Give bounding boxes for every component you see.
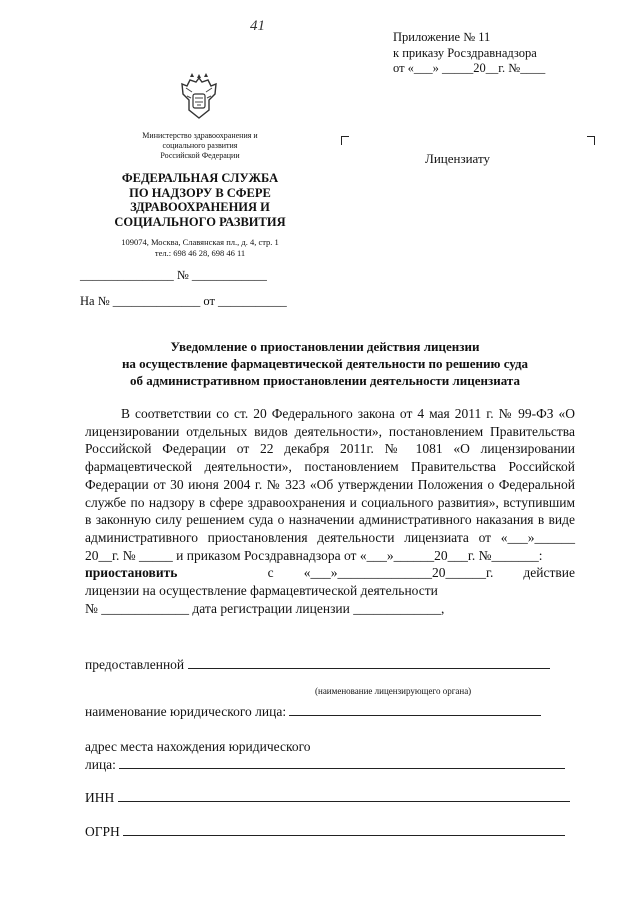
agency-line: ПО НАДЗОРУ В СФЕРЕ (129, 185, 271, 200)
incoming-reference: На № ______________ от ___________ (80, 294, 287, 308)
provided-line (188, 656, 550, 669)
address-line (119, 756, 565, 769)
suspend-line (85, 564, 575, 582)
document-title (60, 338, 590, 389)
ogrn-field (85, 823, 575, 840)
provided-by-field (85, 656, 575, 673)
address-label: лица: (85, 757, 116, 772)
body-line: лицензии на осуществление фармацевтической деятельности (85, 583, 438, 599)
agency-address (100, 237, 300, 258)
notice-body (85, 405, 575, 617)
legal-name-field (85, 703, 575, 720)
appendix-line: от «___» _____20__г. №____ (393, 61, 546, 75)
address-field (85, 756, 575, 773)
recipient-corner-left (341, 136, 349, 145)
agency-line: ЗДРАВООХРАНЕНИЯ И (130, 200, 270, 214)
recipient-corner-right (587, 136, 595, 145)
ministry-name (110, 131, 290, 161)
outgoing-number: _______________ № ____________ (80, 268, 267, 282)
address-line: тел.: 698 46 28, 698 46 11 (154, 247, 246, 258)
address-field-label: адрес места нахождения юридического (85, 739, 311, 754)
title-line: Уведомление о приостановлении действия лицензии (170, 339, 480, 354)
ministry-line: Российской Федерации (160, 151, 240, 160)
appendix-block (393, 30, 545, 77)
russian-coat-of-arms-icon (178, 72, 220, 122)
body-line: № _____________ дата регистрации лицензии _____________, (85, 600, 445, 616)
ogrn-label: ОГРН (85, 824, 120, 839)
address-line: 109074, Москва, Славянская пл., д. 4, стр. 1 (121, 237, 279, 247)
agency-name (100, 171, 300, 229)
appendix-line: Приложение № 11 (393, 30, 491, 44)
agency-line: ФЕДЕРАЛЬНАЯ СЛУЖБА (121, 171, 279, 185)
title-line: на осуществление фармацевтической деятельности по решению суда (121, 356, 529, 371)
title-line: об административном приостановлении деятельности лицензиата (130, 373, 520, 388)
ministry-line: социального развития (162, 141, 238, 150)
ministry-line: Министерство здравоохранения и (142, 131, 258, 140)
ogrn-line (123, 823, 565, 836)
legal-name-label: наименование юридического лица: (85, 704, 287, 719)
inn-line (118, 789, 570, 802)
inn-field (85, 789, 575, 806)
recipient: Лицензиату (425, 151, 490, 166)
suspend-word: приостановить (85, 565, 178, 581)
body-paragraph: В соответствии со ст. 20 Федерального закона от 4 мая 2011 г. № 99-ФЗ «О лицензировании отдельных видов деятельности», постановлением Правительства Российской Федерации от 22 декабря 2011г. № 1081 «О лицензировании фармацевтической деятельности», постановлением Правительства Российской Федерации от 30 июня 2004 г. № 323 «Об утверждении Положения о Федеральной службе по надзору в сфере здравоохранения и социального развития», вступившим в законную силу решением суда о назначении административного наказания в виде административного приостановления деятельности лицензиата от «___»______ 20__г. № _____ и приказом Росздравнадзора от «___»______20___г. №_______: (85, 406, 575, 563)
appendix-line: к приказу Росздравнадзора (393, 45, 537, 60)
inn-label: ИНН (85, 790, 115, 805)
agency-line: СОЦИАЛЬНОГО РАЗВИТИЯ (114, 214, 286, 229)
suspend-rest: с «___»______________20______г. действие (267, 565, 576, 581)
provided-note: (наименование лицензирующего органа) (315, 686, 472, 696)
legal-name-line (289, 703, 541, 716)
provided-label: предоставленной (85, 657, 185, 672)
page-number: 41 (250, 18, 265, 34)
